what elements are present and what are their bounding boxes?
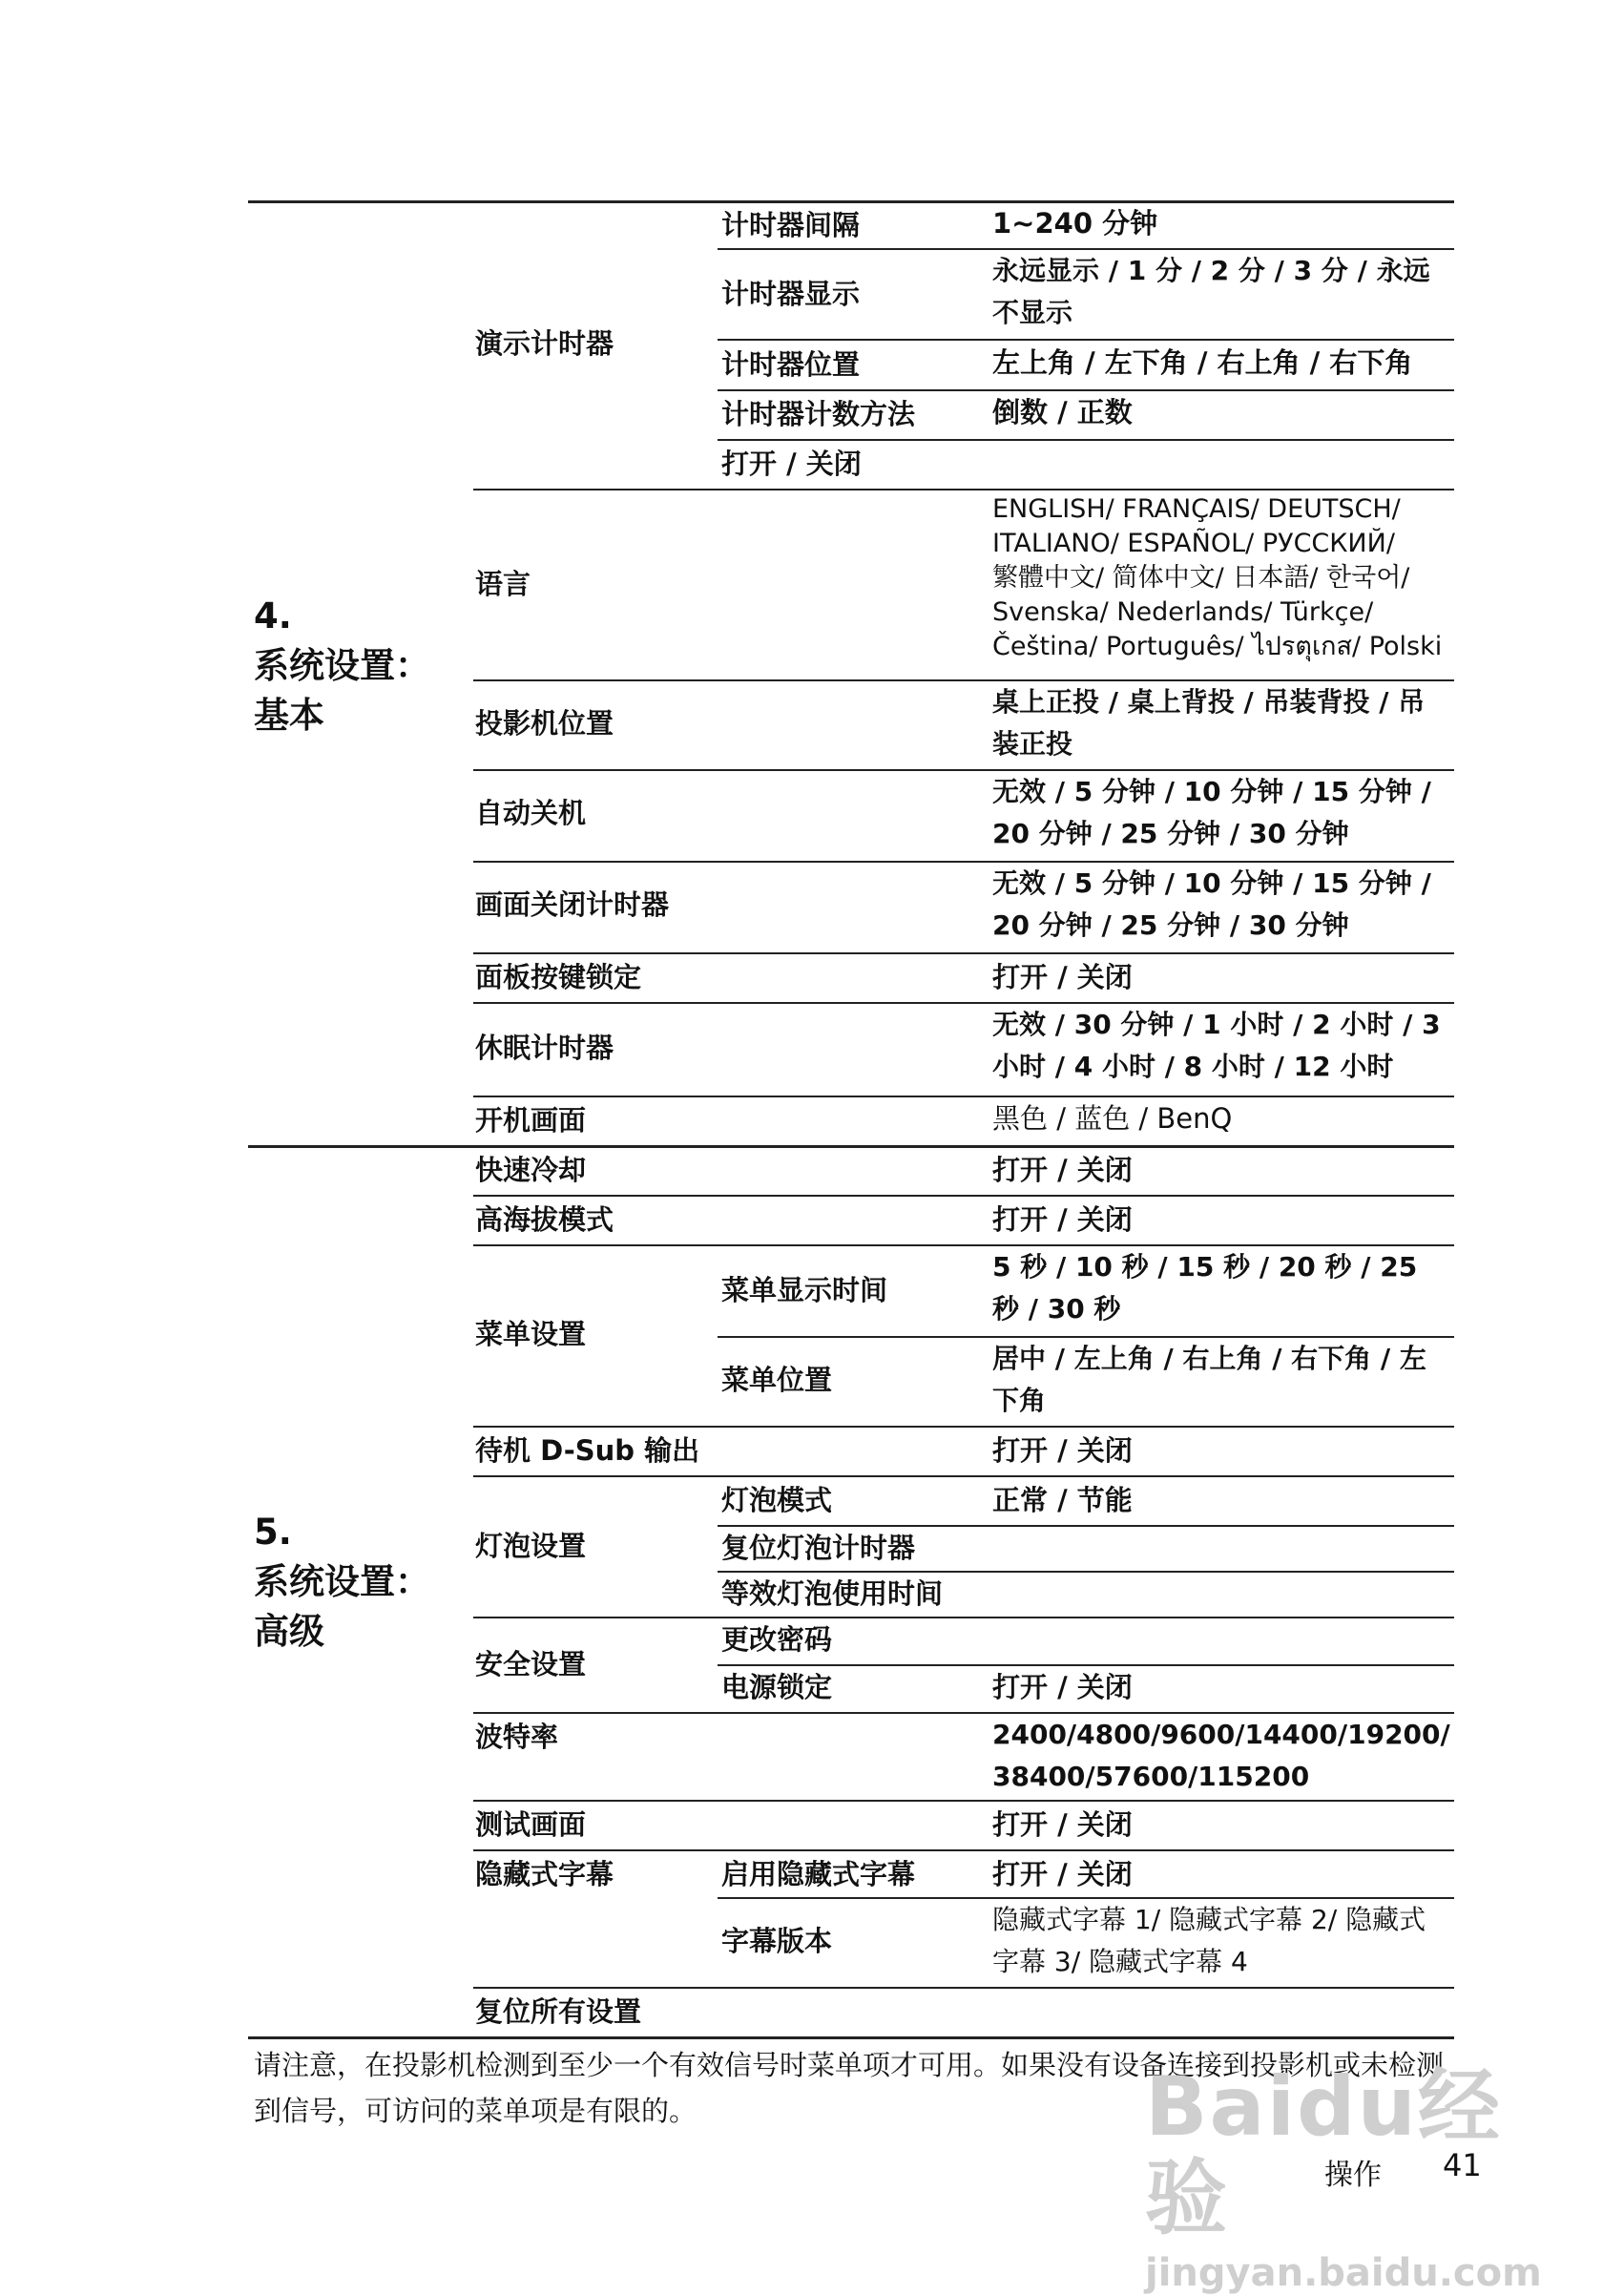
- submenu-item-label: 等效灯泡使用时间: [721, 1577, 944, 1610]
- menu-item-label: 演示计时器: [475, 327, 614, 360]
- section-5-heading: [254, 1508, 430, 1657]
- menu-item-label: 投影机位置: [475, 707, 614, 740]
- option-values: 打开 / 关闭: [992, 1858, 1133, 1890]
- option-values: 无效 / 5 分钟 / 10 分钟 / 15 分钟 / 20 分钟 / 25 分钟 / 30 分钟: [992, 776, 1431, 849]
- option-values: 左上角 / 左下角 / 右上角 / 右下角: [992, 346, 1413, 379]
- language-options-line: ENGLISH/ FRANÇAIS/ DEUTSCH/: [992, 494, 1401, 524]
- submenu-item-label: 更改密码: [721, 1623, 833, 1656]
- section-title: 系统设置：: [254, 1561, 430, 1602]
- option-values: 打开 / 关闭: [992, 1434, 1133, 1467]
- option-values: 无效 / 5 分钟 / 10 分钟 / 15 分钟 / 20 分钟 / 25 分钟 / 30 分钟: [992, 867, 1431, 941]
- submenu-item-label: 计时器位置: [721, 348, 861, 381]
- section-rule: [248, 1145, 1454, 1148]
- menu-item-label: 测试画面: [475, 1808, 587, 1841]
- row-divider: [718, 439, 1454, 441]
- option-values: 打开 / 关闭: [992, 1203, 1133, 1236]
- option-values: 桌上正投 / 桌上背投 / 吊装背投 / 吊装正投: [992, 686, 1426, 760]
- language-options: [992, 492, 1442, 664]
- menu-item-label: 面板按键锁定: [475, 961, 642, 993]
- row-divider: [473, 1800, 1454, 1802]
- menu-item-label: 自动关机: [475, 797, 587, 829]
- menu-item-label: 高海拔模式: [475, 1203, 614, 1236]
- table-top-rule: [248, 200, 1454, 203]
- submenu-item-label: 菜单位置: [721, 1364, 833, 1396]
- row-divider: [473, 952, 1454, 954]
- row-divider: [473, 1617, 1454, 1618]
- language-options-line: 繁體中文/ 简体中文/ 日本語/ 한국어/: [992, 563, 1410, 593]
- submenu-item-label: 字幕版本: [721, 1925, 833, 1957]
- menu-item-label: 开机画面: [475, 1104, 587, 1137]
- option-values: 倒数 / 正数: [992, 396, 1133, 428]
- menu-item-label: 灯泡设置: [475, 1530, 587, 1562]
- table-bottom-rule: [248, 2036, 1454, 2039]
- row-divider: [473, 1987, 1454, 1989]
- section-subtitle: 高级: [254, 1611, 324, 1652]
- option-values: 永远显示 / 1 分 / 2 分 / 3 分 / 永远 不显示: [992, 255, 1430, 328]
- language-options-line: ITALIANO/ ESPAÑOL/ РУССКИЙ/: [992, 529, 1395, 558]
- option-values: 隐藏式字幕 1/ 隐藏式字幕 2/ 隐藏式字幕 3/ 隐藏式字幕 4: [992, 1904, 1426, 1977]
- footnote: 请注意，在投影机检测到至少一个有效信号时菜单项才可用。如果没有设备连接到投影机或未检测到信号，可访问的菜单项是有限的。: [254, 2049, 1445, 2127]
- menu-item-label: 菜单设置: [475, 1318, 587, 1350]
- submenu-item-label: 启用隐藏式字幕: [721, 1858, 916, 1890]
- section-subtitle: 基本: [254, 695, 324, 736]
- menu-item-label: 快速冷却: [475, 1154, 587, 1186]
- option-values: 5 秒 / 10 秒 / 15 秒 / 20 秒 / 25 秒 / 30 秒: [992, 1251, 1418, 1325]
- section-number: 4.: [254, 595, 292, 637]
- option-values: 无效 / 30 分钟 / 1 小时 / 2 小时 / 3 小时 / 4 小时 / 8 小时 / 12 小时: [992, 1009, 1441, 1082]
- submenu-item-label: 灯泡模式: [721, 1484, 833, 1516]
- section-title: 系统设置：: [254, 645, 430, 686]
- submenu-item-label: 打开 / 关闭: [721, 448, 862, 480]
- row-divider: [473, 489, 1454, 491]
- menu-item-label: 安全设置: [475, 1648, 587, 1680]
- menu-item-label: 语言: [475, 568, 531, 600]
- submenu-item-label: 菜单显示时间: [721, 1274, 888, 1306]
- menu-item-label: 波特率: [475, 1721, 559, 1753]
- footer-section-label: 操作: [1324, 2159, 1382, 2192]
- menu-item-label: 待机 D-Sub 输出: [475, 1434, 700, 1467]
- row-divider: [473, 1849, 1454, 1851]
- option-values: 居中 / 左上角 / 右上角 / 右下角 / 左下角: [992, 1343, 1426, 1416]
- row-divider: [473, 1475, 1454, 1477]
- row-divider: [473, 1426, 1454, 1428]
- option-values: 1~240 分钟: [992, 207, 1158, 240]
- row-divider: [473, 1096, 1454, 1097]
- option-values: 打开 / 关闭: [992, 1154, 1133, 1186]
- row-divider: [473, 1195, 1454, 1197]
- submenu-item-label: 电源锁定: [721, 1671, 833, 1703]
- language-options-line: Svenska/ Nederlands/ Türkçe/: [992, 597, 1374, 627]
- menu-item-label: 画面关闭计时器: [475, 888, 670, 921]
- menu-item-label: 休眠计时器: [475, 1032, 614, 1064]
- row-divider: [718, 339, 1454, 341]
- menu-item-label: 复位所有设置: [475, 1995, 642, 2028]
- section-4-heading: [254, 592, 430, 741]
- section-number: 5.: [254, 1512, 292, 1553]
- submenu-item-label: 计时器间隔: [721, 209, 861, 241]
- watermark-url: jingyan.baidu.com: [1145, 2251, 1542, 2295]
- option-values: 黑色 / 蓝色 / BenQ: [992, 1102, 1233, 1135]
- language-options-line: Čeština/ Português/ ไปรตุเกส/ Polski: [992, 632, 1443, 661]
- option-values: 2400/4800/9600/14400/19200/ 38400/57600/115200: [992, 1719, 1450, 1792]
- option-values: 正常 / 节能: [992, 1484, 1133, 1516]
- submenu-item-label: 复位灯泡计时器: [721, 1532, 916, 1564]
- menu-item-label: 隐藏式字幕: [475, 1858, 614, 1890]
- option-values: 打开 / 关闭: [992, 961, 1133, 993]
- submenu-item-label: 计时器计数方法: [721, 398, 916, 430]
- submenu-item-label: 计时器显示: [721, 278, 861, 310]
- option-values: 打开 / 关闭: [992, 1808, 1133, 1841]
- option-values: 打开 / 关闭: [992, 1671, 1133, 1703]
- watermark-brand: Baidu经验: [1145, 2059, 1502, 2246]
- page-number: 41: [1443, 2147, 1482, 2183]
